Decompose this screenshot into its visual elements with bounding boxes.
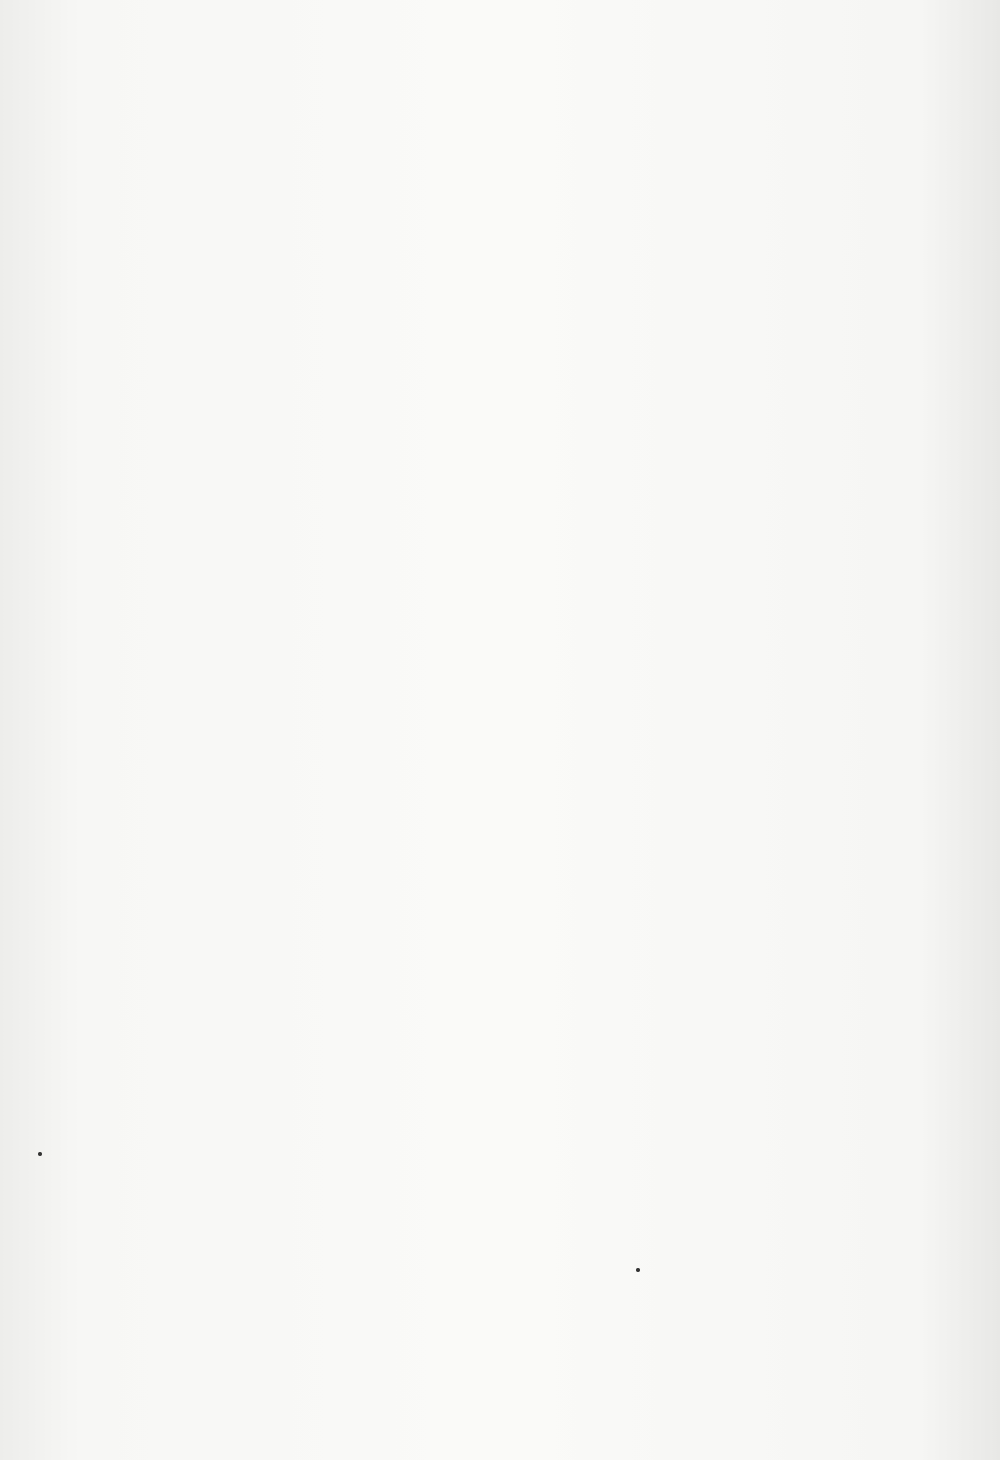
paper-speck [38,1152,42,1156]
paper-speck [636,1268,640,1272]
